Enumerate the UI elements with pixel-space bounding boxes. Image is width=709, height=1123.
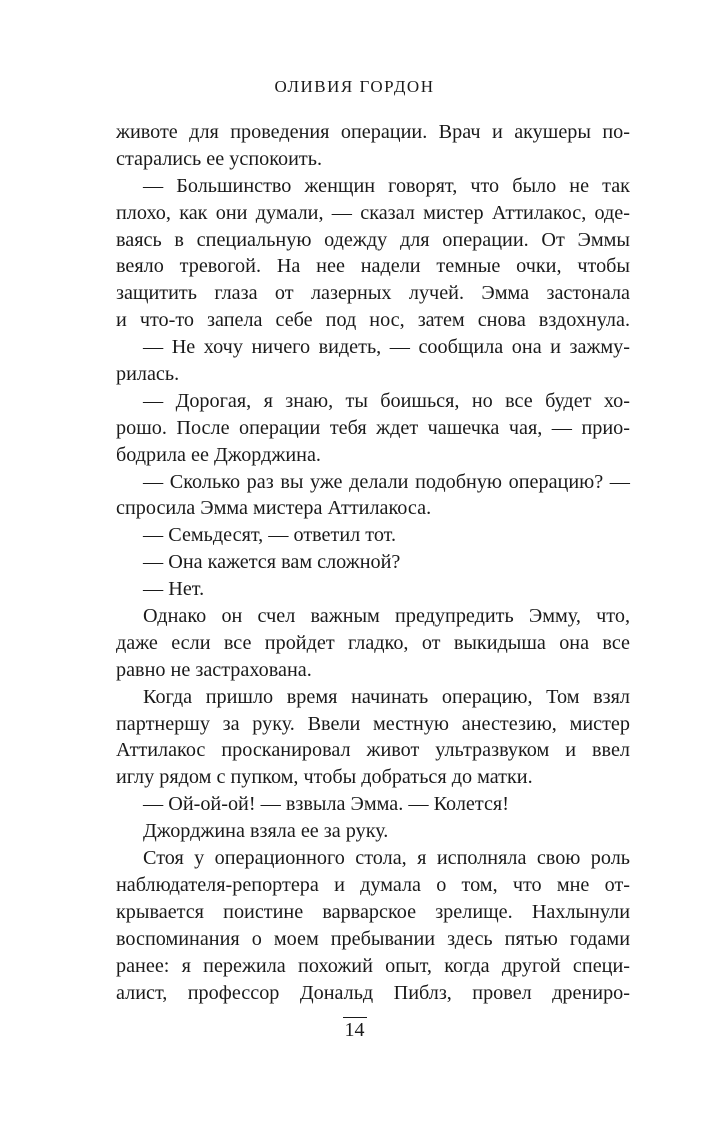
text-line: крывается поистине варварское зрелище. Нахлынули — [116, 900, 630, 923]
text-line: — Ой-ой-ой! — взвыла Эмма. — Колется! — [143, 793, 509, 816]
text-line: — Не хочу ничего видеть, — сообщила она и зажму- — [143, 336, 630, 359]
text-line: партнершу за руку. Ввели местную анестезию, мистер — [116, 712, 630, 735]
text-line: Когда пришло время начинать операцию, Том взял — [143, 685, 630, 708]
text-line: старались ее успокоить. — [116, 147, 322, 170]
folio-rule — [343, 1017, 367, 1018]
text-line: иглу рядом с пупком, чтобы добраться до матки. — [116, 766, 533, 789]
text-line: даже если все пройдет гладко, от выкидыша она все — [116, 631, 630, 654]
page-number: 14 — [344, 1019, 365, 1041]
text-line: Однако он счел важным предупредить Эмму, что, — [143, 605, 630, 628]
text-line: — Она кажется вам сложной? — [143, 551, 401, 574]
text-line: Стоя у операционного стола, я исполняла свою роль — [143, 847, 630, 870]
text-line: — Сколько раз вы уже делали подобную операцию? — — [143, 470, 630, 493]
text-line: — Дорогая, я знаю, ты боишься, но все будет хо- — [143, 389, 630, 412]
text-line: плохо, как они думали, — сказал мистер Аттилакос, оде- — [116, 201, 630, 224]
text-line: животе для проведения операции. Врач и акушеры по- — [116, 121, 630, 143]
text-line: — Семьдесят, — ответил тот. — [143, 524, 397, 547]
text-line: алист, профессор Дональд Пиблз, провел дрениро- — [116, 981, 630, 1004]
text-line: спросила Эмма мистера Аттилакоса. — [116, 497, 432, 520]
body-text — [116, 119, 630, 1006]
text-line: и что-то запела себе под нос, затем снова вздохнула. — [116, 309, 630, 332]
text-line: веяло тревогой. На нее надели темные очки, чтобы — [116, 255, 630, 278]
text-line: наблюдателя-репортера и думала о том, что мне от- — [116, 873, 630, 896]
text-line: Джорджина взяла ее за руку. — [143, 820, 389, 843]
text-line: — Большинство женщин говорят, что было не так — [143, 174, 630, 197]
running-header-author: ОЛИВИЯ ГОРДОН — [274, 77, 435, 96]
text-line: бодрила ее Джорджина. — [116, 443, 321, 466]
text-line: ранее: я пережила похожий опыт, когда другой специ- — [116, 954, 630, 977]
text-line: воспоминания о моем пребывании здесь пятью годами — [116, 927, 630, 950]
text-line: Аттилакос просканировал живот ультразвуком и ввел — [116, 739, 630, 762]
text-line: защитить глаза от лазерных лучей. Эмма застонала — [116, 282, 630, 305]
text-line: ваясь в специальную одежду для операции. От Эммы — [116, 228, 630, 251]
text-line: равно не застрахована. — [116, 658, 312, 681]
text-line: рошо. После операции тебя ждет чашечка чая, — прио- — [116, 416, 630, 439]
text-line: — Нет. — [143, 578, 205, 601]
text-line: рилась. — [116, 363, 180, 386]
